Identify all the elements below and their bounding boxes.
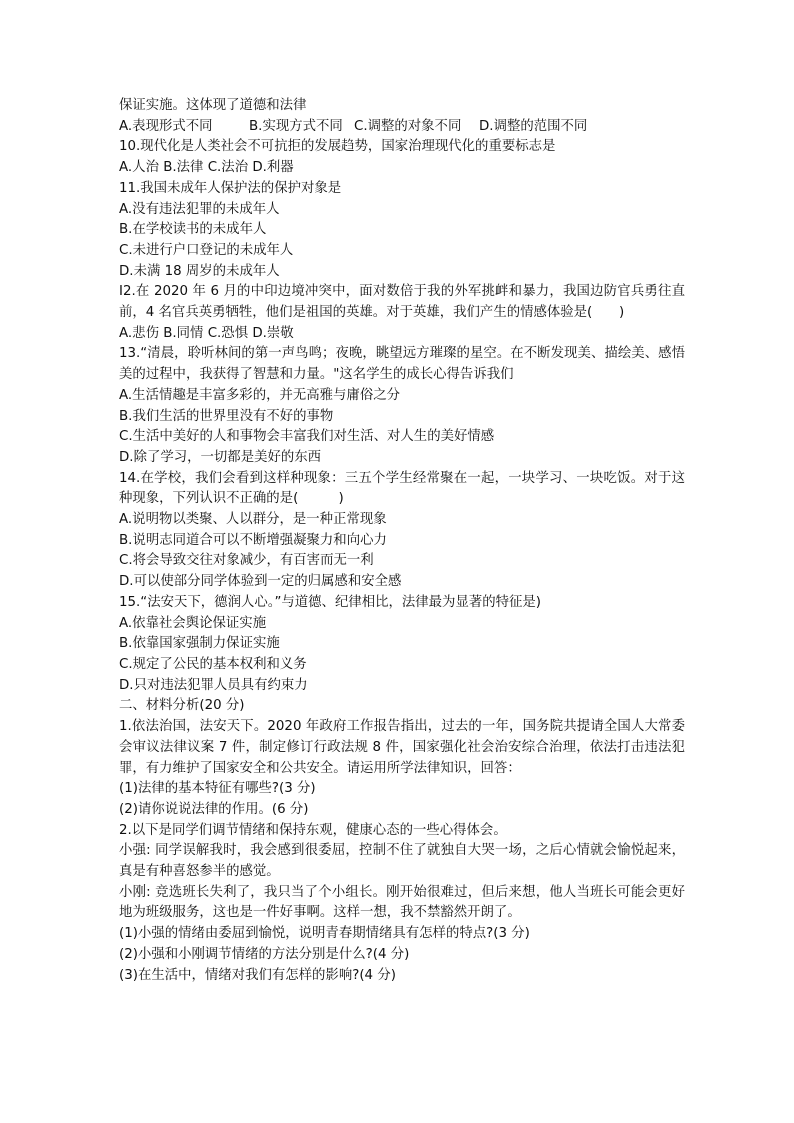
q15-option-c: C.规定了公民的基本权利和义务 <box>119 656 307 672</box>
q11-option-a: A.没有违法犯罪的未成年人 <box>119 201 280 217</box>
q15-option-b: B.依靠国家强制力保证实施 <box>119 636 280 652</box>
material-2-xiaoqiang: 小强: 同学误解我时，我会感到很委屈，控制不住了就独自大哭一场，之后心情就会愉悦起来，真是有种喜怒参半的感觉。 <box>119 843 685 880</box>
q11-option-b: B.在学校读书的未成年人 <box>119 222 267 238</box>
material-1-question-1: (1)法律的基本特征有哪些?(3 分) <box>119 781 316 797</box>
q9-option-c: C.调整的对象不同 <box>354 118 462 134</box>
q10-stem: 10.现代化是人类社会不可抗拒的发展趋势，国家治理现代化的重要标志是 <box>119 139 556 155</box>
q13-option-d: D.除了学习，一切都是美好的东西 <box>119 449 322 465</box>
material-2-question-3: (3)在生活中，情绪对我们有怎样的影响?(4 分) <box>119 967 396 983</box>
material-2-question-2: (2)小强和小刚调节情绪的方法分别是什么?(4 分) <box>119 946 410 962</box>
q14-stem: 14.在学校，我们会看到这样种现象：三五个学生经常聚在一起，一块学习、一块吃饭。对于这种现象，下列认识不正确的是( ) <box>119 470 685 507</box>
q13-option-a: A.生活情趣是丰富多彩的，并无高雅与庸俗之分 <box>119 387 400 403</box>
q13-stem: 13.“清晨，聆听林间的第一声鸟鸣；夜晚，眺望远方璀璨的星空。在不断发现美、描绘美、感悟美的过程中，我获得了智慧和力量。"这名学生的成长心得告诉我们 <box>119 346 685 383</box>
q15-stem: 15.“法安天下，德润人心。”与道德、纪律相比，法律最为显著的特征是) <box>119 594 542 610</box>
q9-stem-end: 保证实施。这体现了道德和法律 <box>119 98 307 113</box>
material-1-question-2: (2)请你说说法律的作用。(6 分) <box>119 801 309 817</box>
q12-stem: I2.在 2020 年 6 月的中印边境冲突中，面对数倍于我的外军挑衅和暴力，我国边防官兵勇往直前，4 名官兵英勇牺牲，他们是祖国的英雄。对于英雄，我们产生的情感体验是( ) <box>119 284 685 321</box>
exam-page <box>119 96 685 986</box>
q14-option-c: C.将会导致交往对象减少，有百害而无一利 <box>119 553 374 569</box>
q9-option-b: B.实现方式不同 <box>249 118 343 134</box>
q11-option-d: D.未满 18 周岁的未成年人 <box>119 263 280 279</box>
q11-stem: 11.我国未成年人保护法的保护对象是 <box>119 180 342 196</box>
q11-option-c: C.未进行户口登记的未成年人 <box>119 242 294 258</box>
q9-option-a: A.表现形式不同 <box>119 118 213 134</box>
material-2-question-1: (1)小强的情绪由委屈到愉悦，说明青春期情绪具有怎样的特点?(3 分) <box>119 926 530 942</box>
q15-option-d: D.只对违法犯罪人员具有约束力 <box>119 677 308 693</box>
q10-options: A.人治 B.法律 C.法治 D.利器 <box>119 160 294 176</box>
q9-option-d: D.调整的范围不同 <box>479 118 588 134</box>
q15-option-a: A.依靠社会舆论保证实施 <box>119 615 267 631</box>
q12-options: A.悲伤 B.同情 C.恐惧 D.崇敬 <box>119 325 294 341</box>
material-1: 1.依法治国，法安天下。2020 年政府工作报告指出，过去的一年，国务院共提请全国人大常委会审议法律议案 7 件，制定修订行政法规 8 件，国家强化社会治安综合治理，依法打击违法犯罪，有力维护了国家安全和公共安全。请运用所学法律知识，回答： <box>119 719 685 776</box>
section-2-heading: 二、材料分析(20 分) <box>119 698 245 714</box>
q14-option-a: A.说明物以类聚、人以群分，是一种正常现象 <box>119 512 387 528</box>
material-2-xiaogang: 小刚: 竞选班长失利了，我只当了个小组长。刚开始很难过，但后来想，他人当班长可能会更好地为班级服务，这也是一件好事啊。这样一想，我不禁豁然开朗了。 <box>119 884 685 921</box>
q13-option-c: C.生活中美好的人和事物会丰富我们对生活、对人生的美好情感 <box>119 429 495 445</box>
material-2: 2.以下是同学们调节情绪和保持东观，健康心态的一些心得体会。 <box>119 822 507 838</box>
q9-options <box>119 117 685 138</box>
q13-option-b: B.我们生活的世界里没有不好的事物 <box>119 408 334 424</box>
q14-option-b: B.说明志同道合可以不断增强凝聚力和向心力 <box>119 532 387 548</box>
q14-option-d: D.可以使部分同学体验到一定的归属感和安全感 <box>119 574 402 590</box>
